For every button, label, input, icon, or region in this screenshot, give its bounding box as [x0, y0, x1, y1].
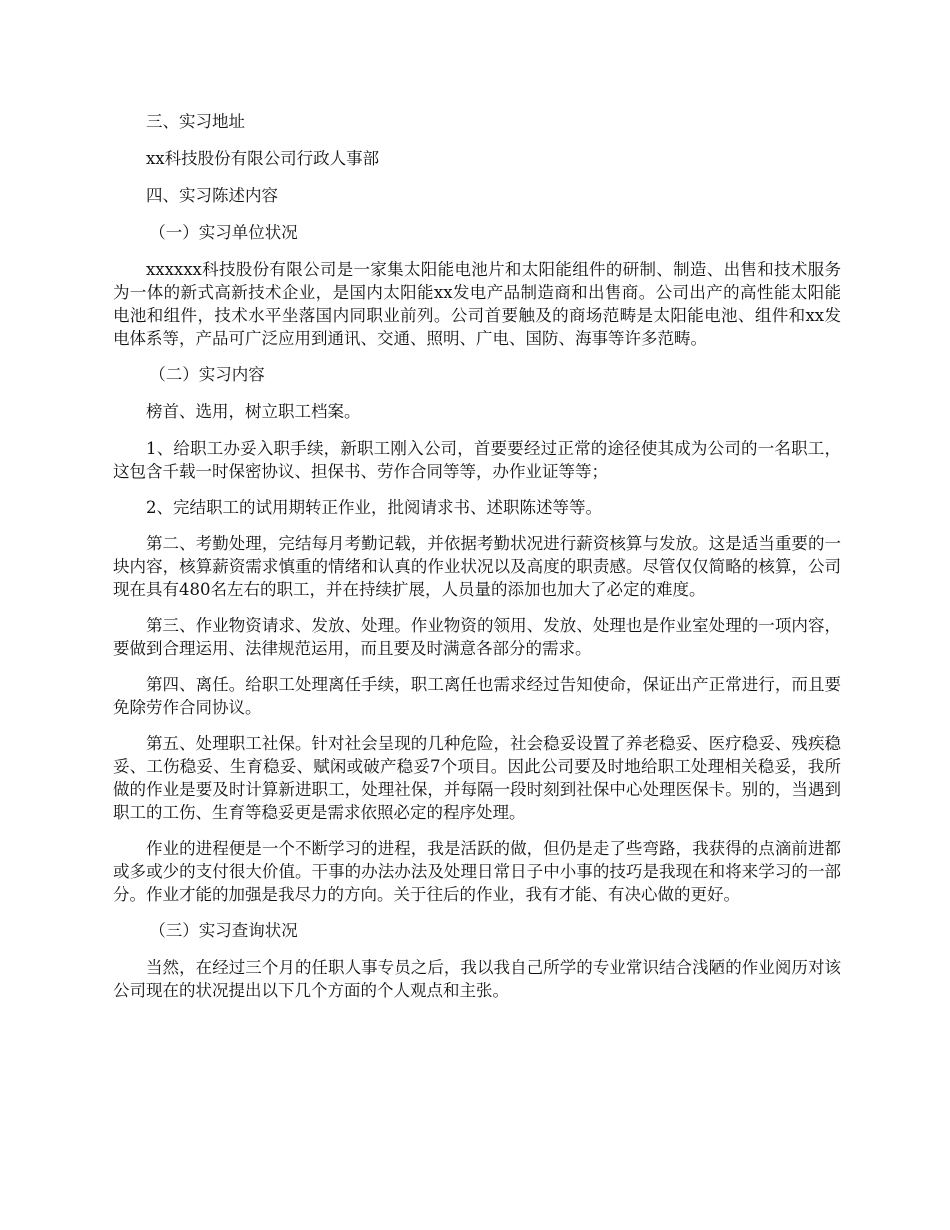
paragraph-company-intro: xxxxxx科技股份有限公司是一家集太阳能电池片和太阳能组件的研制、制造、出售和技术服务为一体的新式高新技术企业，是国内太阳能xx发电产品制造商和出售商。公司出产的高性能太阳能电池和组件，技术水平坐落国内同职业前列。公司首要触及的商场范畴是太阳能电池、组件和xx发电体系等，产品可广泛应用到通讯、交通、照明、广电、国防、海事等许多范畴。 [113, 260, 841, 348]
paragraph-entry-procedure: 1、给职工办妥入职手续，新职工刚入公司，首要要经过正常的途径使其成为公司的一名职工，这包含千载一时保密协议、担保书、劳作合同等等，办作业证等等； [113, 439, 841, 481]
subheading-company: （一）实习单位状况 [149, 223, 298, 242]
paragraph-conclusion: 当然，在经过三个月的任职人事专员之后，我以我自己所学的专业常识结合浅陋的作业阅历对该公司现在的状况提出以下几个方面的个人观点和主张。 [113, 958, 841, 1000]
subheading-survey: （三）实习查询状况 [149, 921, 298, 940]
section-heading-address: 三、实习地址 [146, 112, 245, 131]
paragraph-social-insurance: 第五、处理职工社保。针对社会呈现的几种危险，社会稳妥设置了养老稳妥、医疗稳妥、残疾稳妥、工伤稳妥、生育稳妥、赋闲或破产稳妥7个项目。因此公司要及时地给职工处理相关稳妥，我所做的作业是要及时计算新进职工，处理社保，并每隔一段时刻到社保中心处理医保卡。别的，当遇到职工的工伤、生育等稳妥更是需求依照必定的程序处理。 [113, 734, 841, 822]
document-body [113, 110, 841, 1015]
paragraph-first-item: 榜首、选用，树立职工档案。 [146, 402, 361, 421]
paragraph-attendance: 第二、考勤处理，完结每月考勤记载，并依据考勤状况进行薪资核算与发放。这是适当重要的一块内容，核算薪资需求慎重的情绪和认真的作业状况以及高度的职责感。尽管仅仅简略的核算，公司现在具有480名左右的职工，并在持续扩展，人员量的添加也加大了必定的难度。 [113, 534, 841, 599]
paragraph-probation: 2、完结职工的试用期转正作业，批阅请求书、述职陈述等等。 [146, 498, 602, 517]
section-heading-report: 四、实习陈述内容 [146, 186, 278, 205]
paragraph-supplies: 第三、作业物资请求、发放、处理。作业物资的领用、发放、处理也是作业室处理的一项内容，要做到合理运用、法律规范运用，而且要及时满意各部分的需求。 [113, 616, 841, 658]
paragraph-reflection: 作业的进程便是一个不断学习的进程，我是活跃的做，但仍是走了些弯路，我获得的点滴前进都或多或少的支付很大价值。干事的办法办法及处理日常日子中小事的技巧是我现在和将来学习的一部分。作业才能的加强是我尽力的方向。关于往后的作业，我有才能、有决心做的更好。 [113, 839, 841, 904]
internship-location: xx科技股份有限公司行政人事部 [146, 149, 380, 168]
subheading-content: （二）实习内容 [149, 365, 265, 384]
paragraph-resignation: 第四、离任。给职工处理离任手续，职工离任也需求经过告知使命，保证出产正常进行，而且要免除劳作合同协议。 [113, 675, 841, 717]
